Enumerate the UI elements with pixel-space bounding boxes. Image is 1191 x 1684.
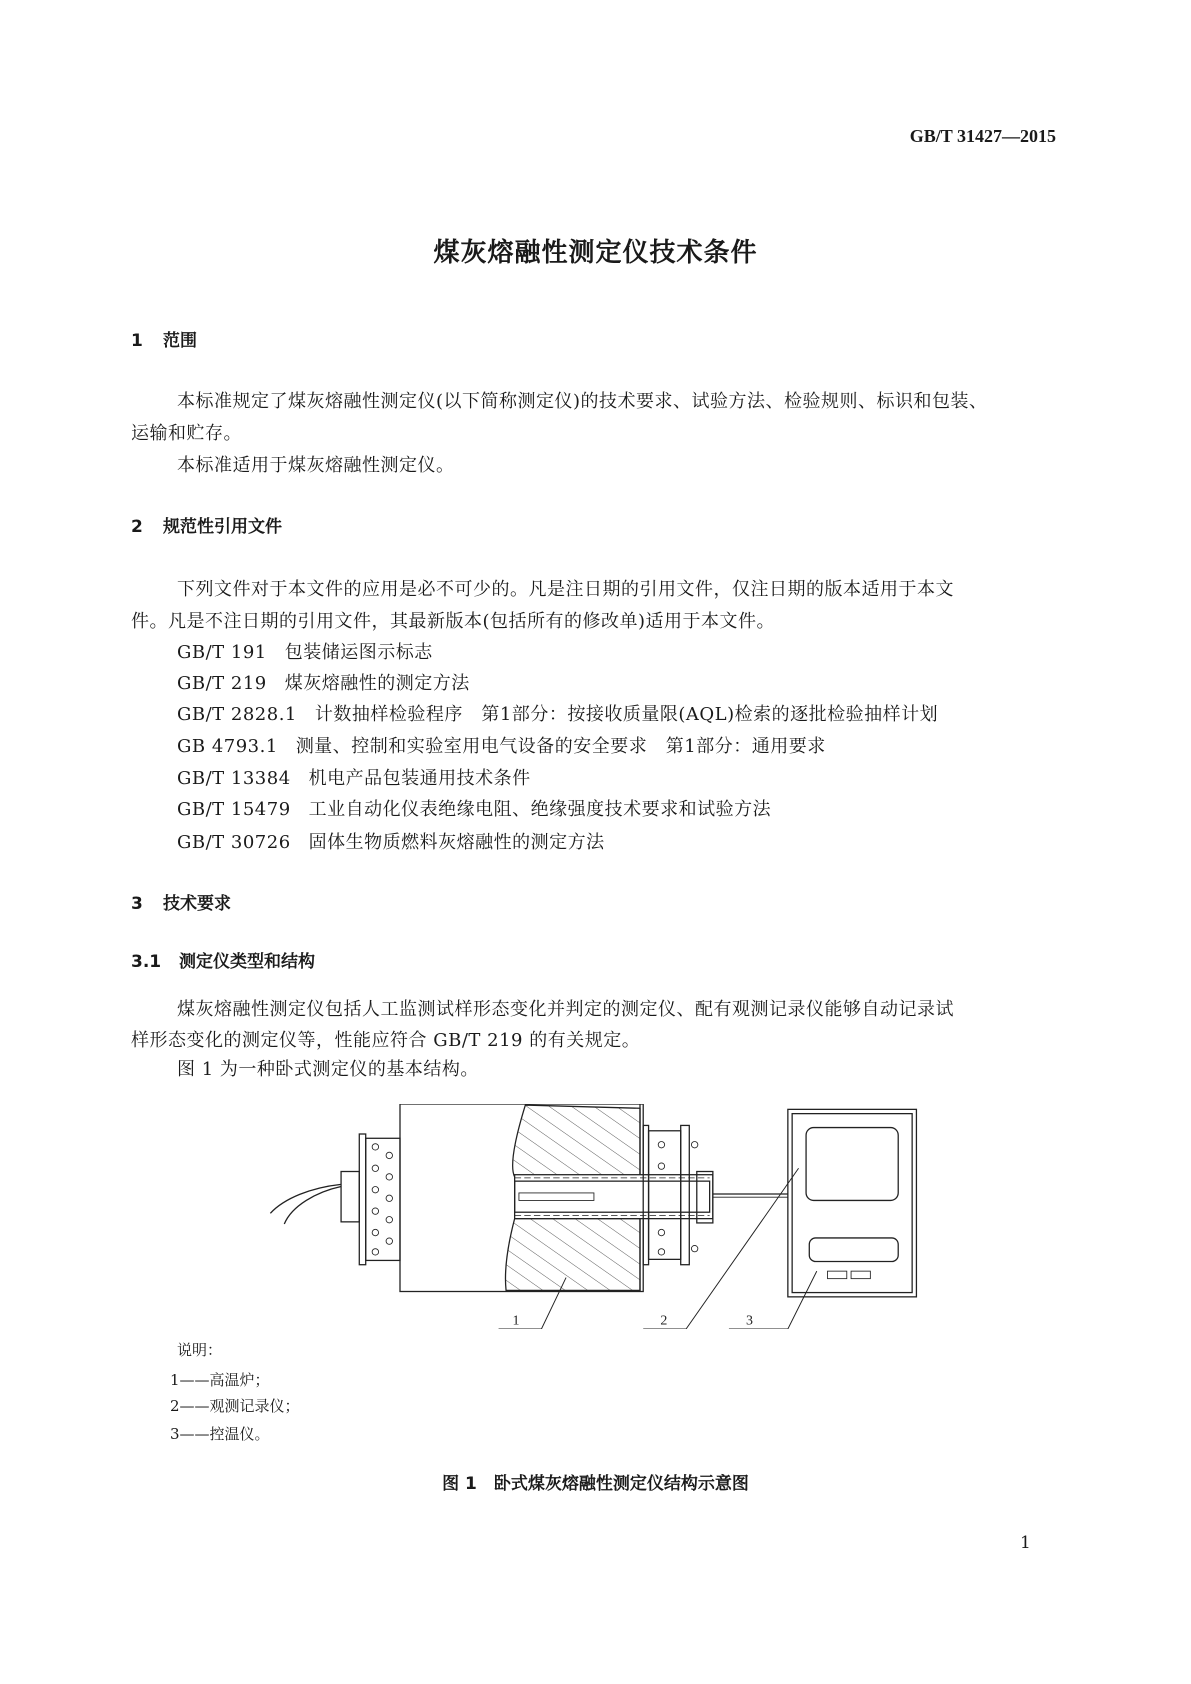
figure-label-2: 2 bbox=[660, 1313, 668, 1329]
reference-code: GB/T 219 bbox=[177, 673, 267, 694]
legend-item: 1——高温炉； bbox=[170, 1371, 270, 1389]
reference-title: 工业自动化仪表绝缘电阻、绝缘强度技术要求和试验方法 bbox=[308, 799, 772, 820]
paragraph-line: 运输和贮存。 bbox=[131, 423, 242, 444]
reference-title: 包装储运图示标志 bbox=[284, 642, 433, 663]
temperature-controller bbox=[788, 1109, 917, 1297]
standard-number: GB/T 31427—2015 bbox=[909, 126, 1056, 146]
section-title: 范围 bbox=[163, 331, 197, 351]
reference-code: GB/T 13384 bbox=[177, 768, 291, 789]
paragraph-line: 样形态变化的测定仪等，性能应符合 GB/T 219 的有关规定。 bbox=[131, 1030, 641, 1051]
reference-item bbox=[177, 673, 470, 695]
paragraph-line: 件。凡是不注日期的引用文件，其最新版本(包括所有的修改单)适用于本文件。 bbox=[131, 611, 776, 632]
section-number: 3.1 bbox=[131, 952, 162, 972]
reference-title: 固体生物质燃料灰熔融性的测定方法 bbox=[308, 832, 605, 853]
paragraph-line: 本标准适用于煤灰熔融性测定仪。 bbox=[177, 455, 455, 476]
section-number: 1 bbox=[131, 331, 143, 351]
section-title: 测定仪类型和结构 bbox=[179, 952, 315, 972]
reference-code: GB/T 191 bbox=[177, 642, 267, 663]
figure-label-1: 1 bbox=[512, 1313, 520, 1329]
figure-label-3: 3 bbox=[746, 1313, 754, 1329]
paragraph-line: 下列文件对于本文件的应用是必不可少的。凡是注日期的引用文件，仅注日期的版本适用于本文 bbox=[177, 579, 954, 600]
thermocouple-block bbox=[341, 1172, 359, 1222]
reference-title: 测量、控制和实验室用电气设备的安全要求 第1部分：通用要求 bbox=[295, 736, 826, 757]
section-title: 技术要求 bbox=[163, 894, 231, 914]
section-number: 2 bbox=[131, 517, 143, 537]
perforated-plate-left bbox=[359, 1134, 400, 1265]
reference-title: 计数抽样检验程序 第1部分：按接收质量限(AQL)检索的逐批检验抽样计划 bbox=[314, 704, 939, 725]
section-heading-2 bbox=[131, 516, 282, 538]
section-number: 3 bbox=[131, 894, 143, 914]
figure-caption: 图 1 卧式煤灰熔融性测定仪结构示意图 bbox=[442, 1474, 749, 1494]
section-heading-3 bbox=[131, 893, 231, 915]
page-title: 煤灰熔融性测定仪技术条件 bbox=[433, 238, 758, 268]
reference-code: GB/T 15479 bbox=[177, 799, 291, 820]
reference-item bbox=[177, 832, 605, 854]
page-number: 1 bbox=[1020, 1533, 1031, 1553]
legend-item: 2——观测记录仪； bbox=[170, 1397, 300, 1415]
reference-item bbox=[177, 799, 771, 821]
reference-title: 机电产品包装通用技术条件 bbox=[308, 768, 531, 789]
reference-item bbox=[177, 704, 938, 726]
legend-title: 说明： bbox=[177, 1341, 223, 1359]
reference-title: 煤灰熔融性的测定方法 bbox=[284, 673, 470, 694]
reference-code: GB/T 30726 bbox=[177, 832, 291, 853]
reference-code: GB/T 2828.1 bbox=[177, 704, 297, 725]
reference-code: GB 4793.1 bbox=[177, 736, 278, 757]
paragraph-line: 本标准规定了煤灰熔融性测定仪(以下简称测定仪)的技术要求、试验方法、检验规则、标识和包装、 bbox=[177, 391, 988, 412]
legend-item: 3——控温仪。 bbox=[170, 1425, 270, 1443]
reference-item bbox=[177, 642, 433, 664]
reference-item bbox=[177, 736, 826, 758]
paragraph-line: 图 1 为一种卧式测定仪的基本结构。 bbox=[177, 1059, 479, 1080]
paragraph-line: 煤灰熔融性测定仪包括人工监测试样形态变化并判定的测定仪、配有观测记录仪能够自动记录试 bbox=[177, 999, 954, 1020]
high-temperature-furnace bbox=[400, 1104, 713, 1292]
section-heading-3-1 bbox=[131, 951, 315, 973]
section-title: 规范性引用文件 bbox=[163, 517, 282, 537]
wire-icon bbox=[270, 1184, 341, 1224]
reference-item bbox=[177, 768, 531, 790]
furnace-structure-diagram bbox=[268, 1104, 922, 1329]
section-heading-1 bbox=[131, 330, 197, 352]
